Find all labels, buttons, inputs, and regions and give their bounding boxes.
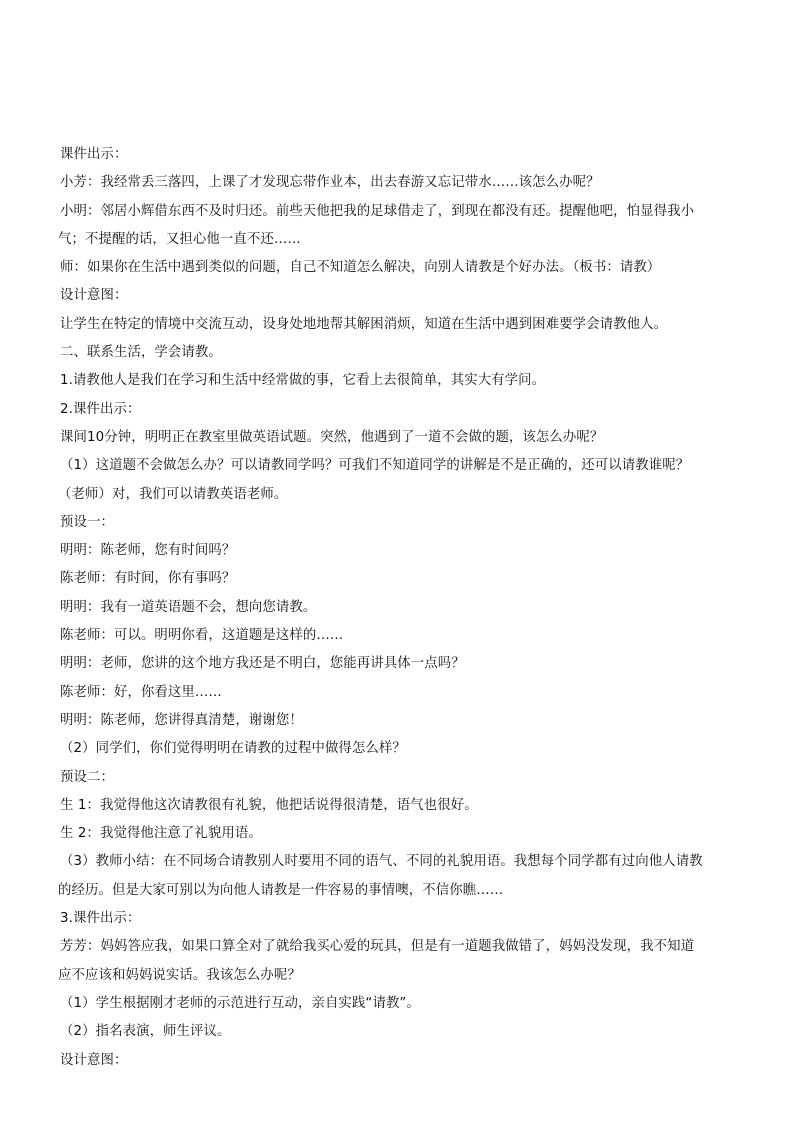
paragraph-summary-line1: （3）教师小结：在不同场合请教别人时要用不同的语气、不同的礼貌用语。我想每个同学都有过向他人请教 (60, 854, 703, 870)
dialogue-line: 陈老师：可以。明明你看，这道题是这样的…… (60, 628, 344, 644)
paragraph-xiaoming-line1: 小明：邻居小辉借东西不及时归还。前些天他把我的足球借走了，到现在都没有还。提醒他吧，怕显得我小 (60, 203, 695, 219)
document-body (60, 141, 748, 1075)
paragraph-design-intent: 让学生在特定的情境中交流互动，设身处地地帮其解困消烦，知道在生活中遇到困难要学会请教他人。 (60, 316, 668, 332)
section-label-courseware: 课件出示： (60, 147, 128, 162)
section-label-design-intent-2: 设计意图： (60, 1052, 128, 1068)
student-answer: 生 2：我觉得他注意了礼貌用语。 (60, 826, 262, 842)
section-heading-two: 二、联系生活，学会请教。 (60, 345, 222, 361)
paragraph-summary-line2: 的经历。但是大家可别以为向他人请教是一件容易的事情噢，不信你瞧…… (58, 882, 504, 898)
paragraph-question-1-line2: （老师）对，我们可以请教英语老师。 (58, 486, 288, 502)
paragraph-question-1-line1: （1）这道题不会做怎么办？可以请教同学吗？可我们不知道同学的讲解是不是正确的，还可以请教谁呢？ (60, 458, 690, 474)
paragraph-fangfang-line2: 应不应该和妈妈说实话。我该怎么办呢？ (58, 967, 301, 983)
paragraph-point-3: 3.课件出示： (60, 911, 141, 927)
paragraph-xiaoming-line2: 气；不提醒的话，又担心他一直不还…… (58, 231, 301, 247)
section-label-design-intent: 设计意图： (60, 288, 128, 304)
paragraph-xiaofang: 小芳：我经常丢三落四，上课了才发现忘带作业本，出去春游又忘记带水……该怎么办呢？ (60, 175, 600, 191)
dialogue-line: 明明：陈老师，您有时间吗？ (60, 543, 236, 559)
paragraph-question-2: （2）同学们，你们觉得明明在请教的过程中做得怎么样？ (60, 741, 406, 757)
section-label-preset-two: 预设二： (60, 769, 114, 785)
paragraph-activity-1: （1）学生根据刚才老师的示范进行互动，亲自实践“请教”。 (60, 995, 420, 1011)
paragraph-activity-2: （2）指名表演，师生评议。 (60, 1024, 231, 1040)
student-answer: 生 1：我觉得他这次请教很有礼貌，他把话说得很清楚，语气也很好。 (60, 797, 478, 813)
section-label-preset-one: 预设一： (60, 514, 114, 530)
dialogue-line: 明明：我有一道英语题不会，想向您请教。 (60, 599, 317, 615)
dialogue-line: 明明：老师，您讲的这个地方我还是不明白，您能再讲具体一点吗？ (60, 656, 465, 672)
paragraph-teacher: 师：如果你在生活中遇到类似的问题，自己不知道怎么解决，向别人请教是个好办法。（板书：请教） (60, 260, 661, 276)
dialogue-line: 陈老师：好，你看这里…… (60, 684, 222, 700)
paragraph-point-2: 2.课件出示： (60, 401, 141, 417)
dialogue-line: 陈老师：有时间，你有事吗？ (60, 571, 236, 587)
paragraph-point-1: 1.请教他人是我们在学习和生活中经常做的事，它看上去很简单，其实大有学问。 (60, 373, 546, 389)
paragraph-scenario: 课间10分钟，明明正在教室里做英语试题。突然，他遇到了一道不会做的题，该怎么办呢？ (60, 429, 604, 445)
paragraph-fangfang-line1: 芳芳：妈妈答应我，如果口算全对了就给我买心爱的玩具，但是有一道题我做错了，妈妈没发现，我不知道 (60, 939, 695, 955)
dialogue-line: 明明：陈老师，您讲得真清楚，谢谢您！ (60, 712, 303, 728)
